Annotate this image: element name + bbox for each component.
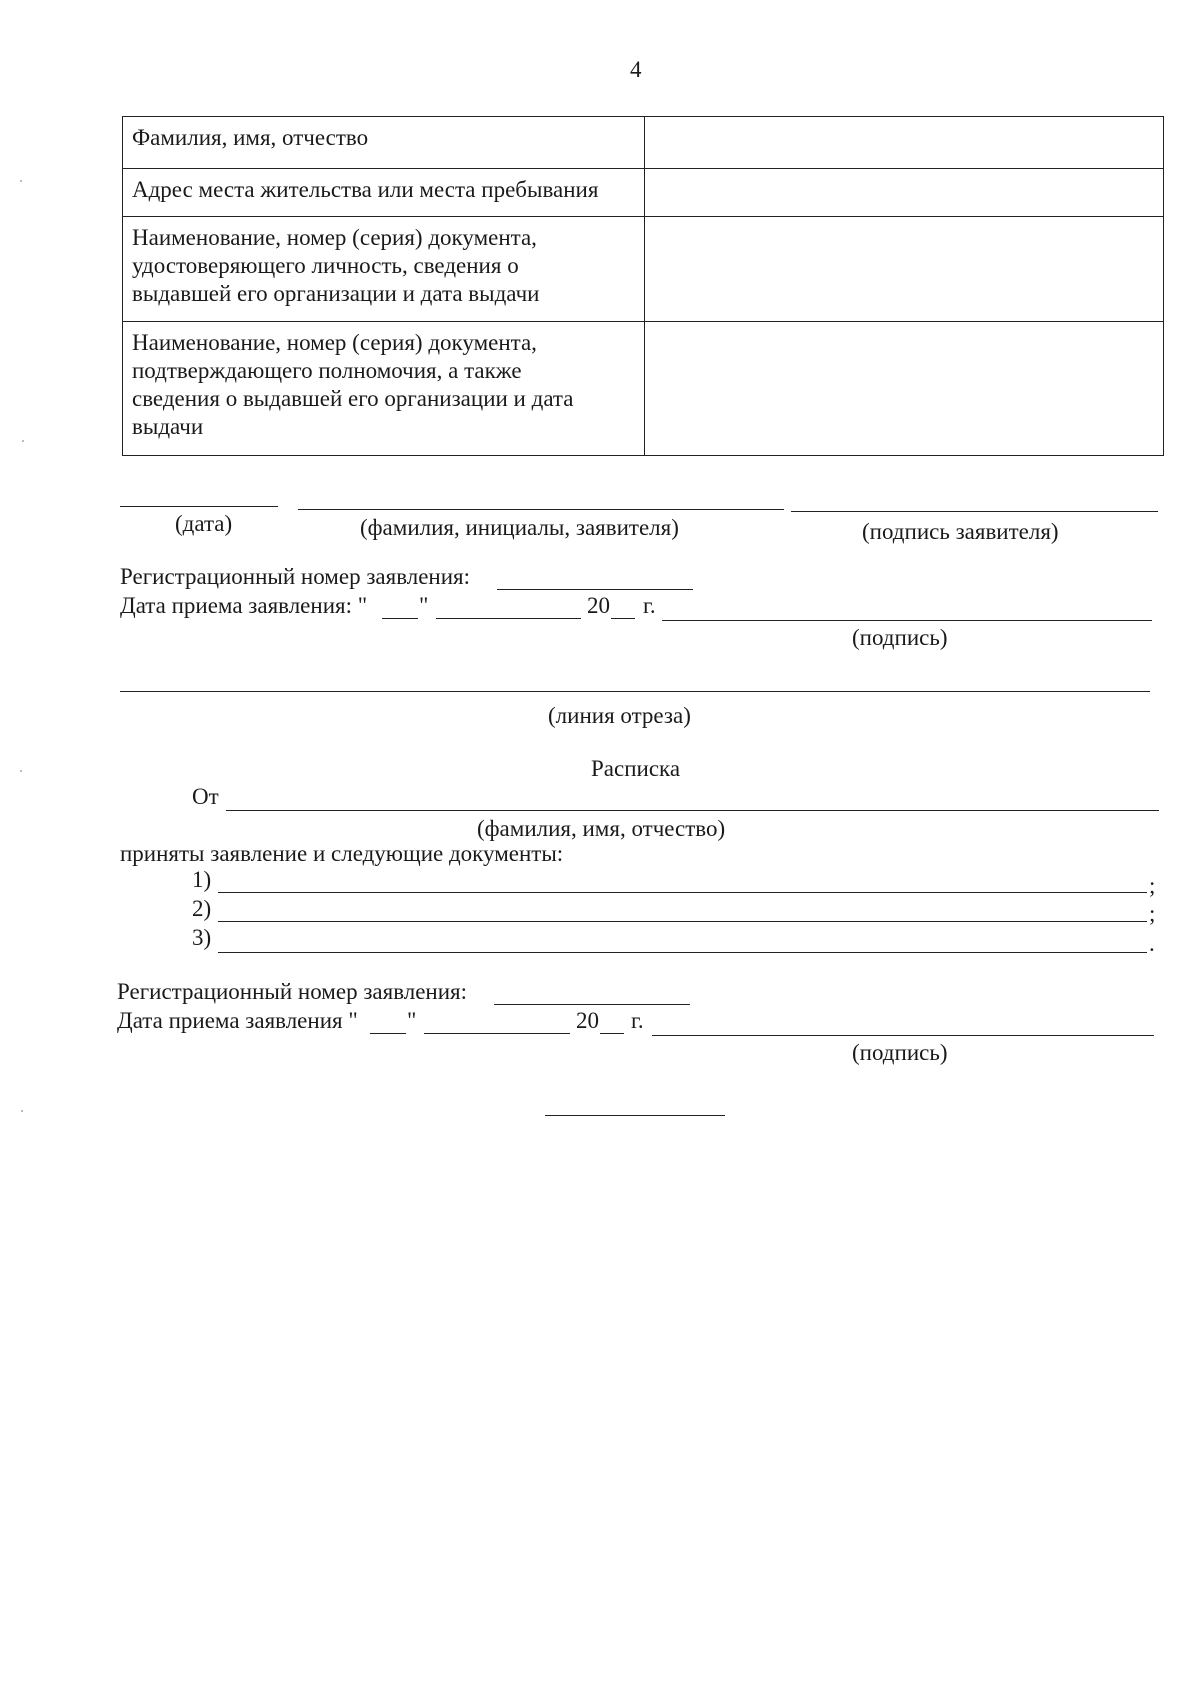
document-number: 2): [192, 896, 212, 921]
document-end: ;: [1149, 901, 1156, 926]
cut-line: [120, 691, 1150, 692]
table-cell-value[interactable]: [645, 217, 1164, 322]
day-line[interactable]: [382, 618, 418, 619]
receipt-title: Расписка: [591, 756, 681, 781]
from-caption: (фамилия, имя, отчество): [477, 816, 726, 841]
table-cell-value[interactable]: [645, 322, 1164, 456]
document-end: .: [1149, 931, 1155, 956]
from-line[interactable]: [226, 810, 1159, 811]
registrar-signature-line[interactable]: [662, 620, 1152, 621]
accepted-text: приняты заявление и следующие документы:: [120, 841, 564, 866]
receipt-reg-number-line[interactable]: [494, 1004, 690, 1005]
table-cell-value[interactable]: [645, 117, 1164, 169]
receipt-signature-caption: (подпись): [852, 1040, 948, 1065]
date-label: Дата приема заявления: ": [120, 593, 368, 618]
year-suffix: г.: [643, 593, 656, 618]
page-number: 4: [630, 57, 642, 82]
date-line[interactable]: [120, 506, 278, 507]
table-row: [123, 322, 1164, 456]
reg-number-label: Регистрационный номер заявления:: [120, 564, 471, 589]
name-caption: (фамилия, инициалы, заявителя): [360, 515, 679, 540]
receipt-year-line[interactable]: [600, 1033, 624, 1034]
cut-line-caption: (линия отреза): [548, 703, 691, 728]
receipt-year-prefix: 20: [576, 1008, 599, 1033]
scan-speck: [20, 180, 22, 182]
end-separator: [545, 1115, 725, 1116]
table-cell-label: Наименование, номер (серия) документа, подтверждающего полномочия, а также сведения о выдавшей его организации и дата выдачи: [123, 322, 645, 456]
table-cell-label: Фамилия, имя, отчество: [123, 117, 645, 169]
scan-speck: [20, 770, 22, 772]
receipt-date-quote-close: ": [407, 1008, 417, 1033]
name-line[interactable]: [298, 509, 784, 510]
document-line[interactable]: [218, 892, 1147, 893]
year-prefix: 20: [587, 593, 610, 618]
date-quote-close: ": [419, 593, 429, 618]
table-row: [123, 217, 1164, 322]
signature-line[interactable]: [791, 511, 1158, 512]
year-line[interactable]: [611, 618, 635, 619]
signature-caption: (подпись заявителя): [862, 519, 1059, 544]
scan-speck: [22, 440, 24, 442]
receipt-month-line[interactable]: [424, 1033, 570, 1034]
receipt-signature-line[interactable]: [652, 1035, 1154, 1036]
table-row: [123, 117, 1164, 169]
receipt-date-label: Дата приема заявления ": [117, 1008, 358, 1033]
document-line[interactable]: [218, 952, 1147, 953]
receipt-year-suffix: г.: [631, 1008, 644, 1033]
document-line[interactable]: [218, 921, 1147, 922]
document-end: ;: [1149, 873, 1156, 898]
table-cell-value[interactable]: [645, 169, 1164, 217]
receipt-day-line[interactable]: [370, 1033, 406, 1034]
receipt-reg-number-label: Регистрационный номер заявления:: [117, 979, 468, 1004]
from-label: От: [192, 784, 219, 809]
table-row: [123, 169, 1164, 217]
table-cell-label: Наименование, номер (серия) документа, удостоверяющего личность, сведения о выдавшей его организации и дата выдачи: [123, 217, 645, 322]
date-caption: (дата): [175, 511, 233, 536]
table-cell-label: Адрес места жительства или места пребывания: [123, 169, 645, 217]
document-number: 1): [192, 867, 212, 892]
registrar-signature-caption: (подпись): [852, 625, 948, 650]
scan-speck: [21, 1110, 23, 1112]
document-number: 3): [192, 925, 212, 950]
month-line[interactable]: [436, 618, 581, 619]
reg-number-line[interactable]: [497, 589, 693, 590]
applicant-table: [122, 116, 1164, 456]
